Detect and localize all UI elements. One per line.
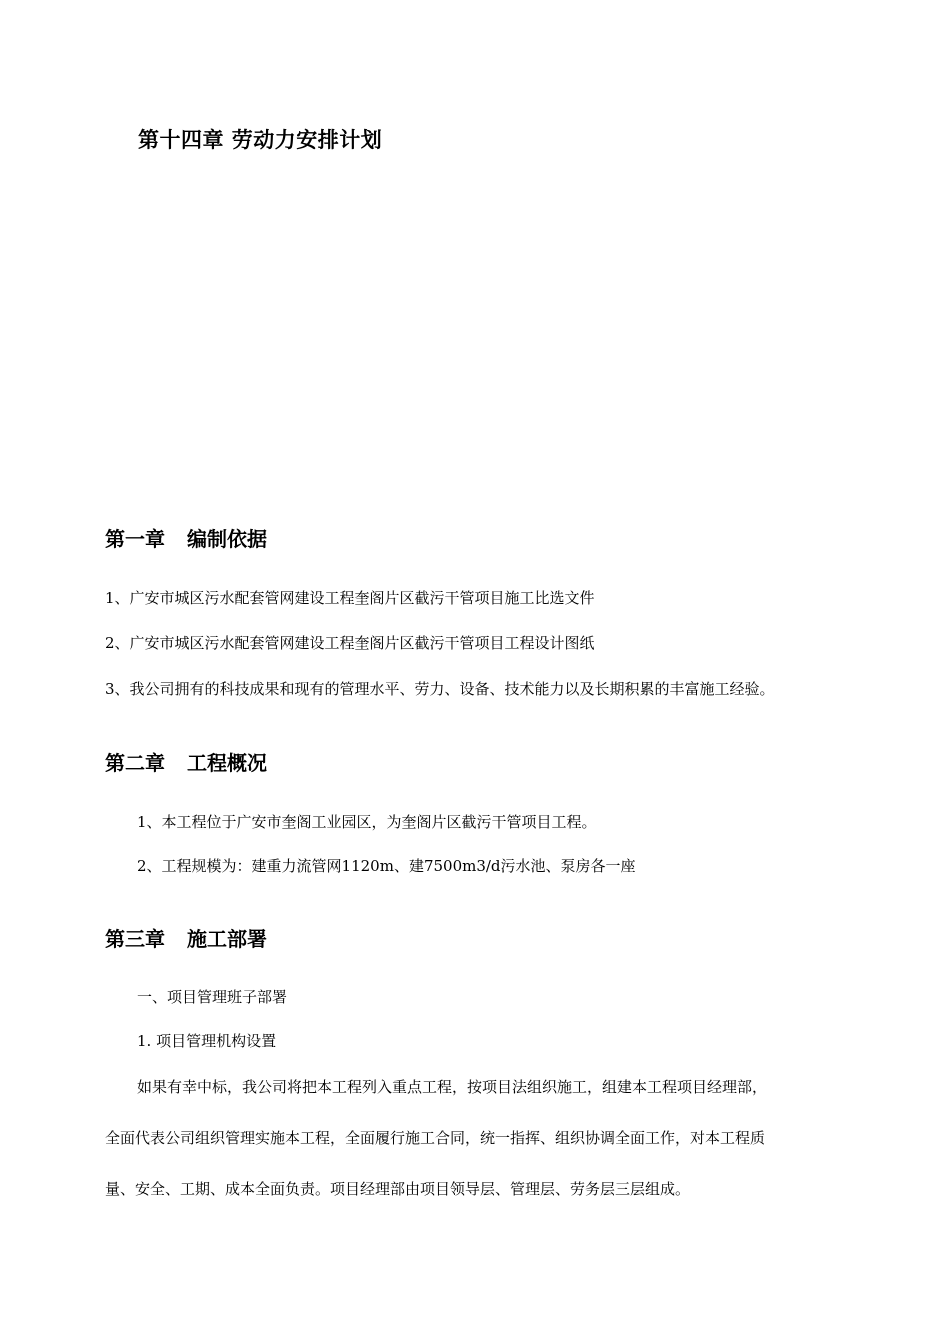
chapter-3-heading	[105, 923, 267, 952]
paragraph-line: 1、广安市城区污水配套管网建设工程奎阁片区截污干管项目施工比选文件	[105, 589, 595, 607]
chapter-title: 工程概况	[187, 751, 267, 775]
paragraph-line: 量、安全、工期、成本全面负责。项目经理部由项目领导层、管理层、劳务层三层组成。	[105, 1180, 691, 1198]
chapter-title: 施工部署	[187, 927, 267, 951]
chapter-number: 第三章	[105, 927, 165, 951]
chapter-1-heading	[105, 523, 267, 552]
chapter-title: 编制依据	[187, 527, 267, 551]
paragraph-line: 1、本工程位于广安市奎阁工业园区，为奎阁片区截污干管项目工程。	[137, 813, 597, 831]
paragraph-line: 一、项目管理班子部署	[137, 988, 288, 1006]
paragraph-line: 1. 项目管理机构设置	[137, 1032, 277, 1050]
chapter-2-heading	[105, 747, 267, 776]
cover-title: 第十四章 劳动力安排计划	[138, 128, 383, 152]
paragraph-line: 全面代表公司组织管理实施本工程，全面履行施工合同，统一指挥、组织协调全面工作，对本工程质	[105, 1129, 766, 1147]
paragraph-line: 如果有幸中标，我公司将把本工程列入重点工程，按项目法组织施工，组建本工程项目经理部，	[137, 1078, 768, 1096]
paragraph-line: 2、工程规模为：建重力流管网1120m、建7500m3/d污水池、泵房各一座	[137, 857, 636, 875]
paragraph-line: 3、我公司拥有的科技成果和现有的管理水平、劳力、设备、技术能力以及长期积累的丰富施工经验。	[105, 680, 775, 698]
chapter-number: 第一章	[105, 527, 165, 551]
chapter-number: 第二章	[105, 751, 165, 775]
paragraph-line: 2、广安市城区污水配套管网建设工程奎阁片区截污干管项目工程设计图纸	[105, 634, 595, 652]
